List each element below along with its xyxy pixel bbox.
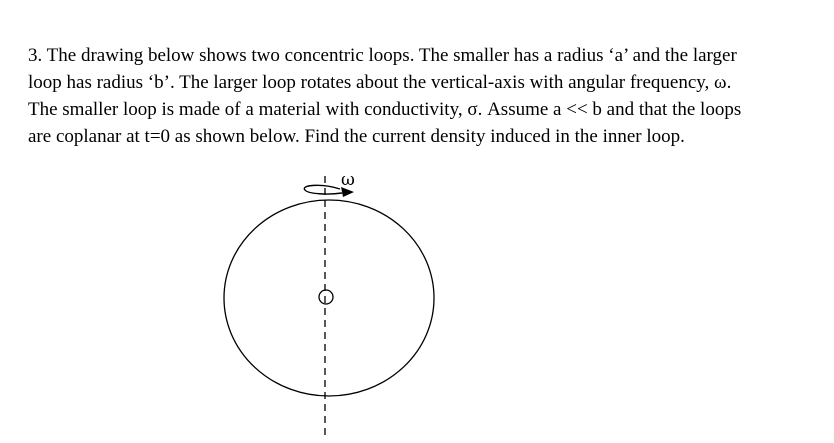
inner-loop <box>319 290 333 304</box>
problem-line-2: loop has radius ‘b’. The larger loop rotates about the vertical-axis with angular frequency, ω. <box>28 72 732 93</box>
problem-line-4: are coplanar at t=0 as shown below. Find the current density induced in the inner loop. <box>28 126 685 147</box>
problem-line-3: The smaller loop is made of a material with conductivity, σ. Assume a << b and that the loops <box>28 99 742 120</box>
problem-line-1: 3. The drawing below shows two concentric loops. The smaller has a radius ‘a’ and the larger <box>28 45 737 66</box>
omega-label: ω <box>341 170 355 190</box>
outer-loop <box>224 200 434 396</box>
